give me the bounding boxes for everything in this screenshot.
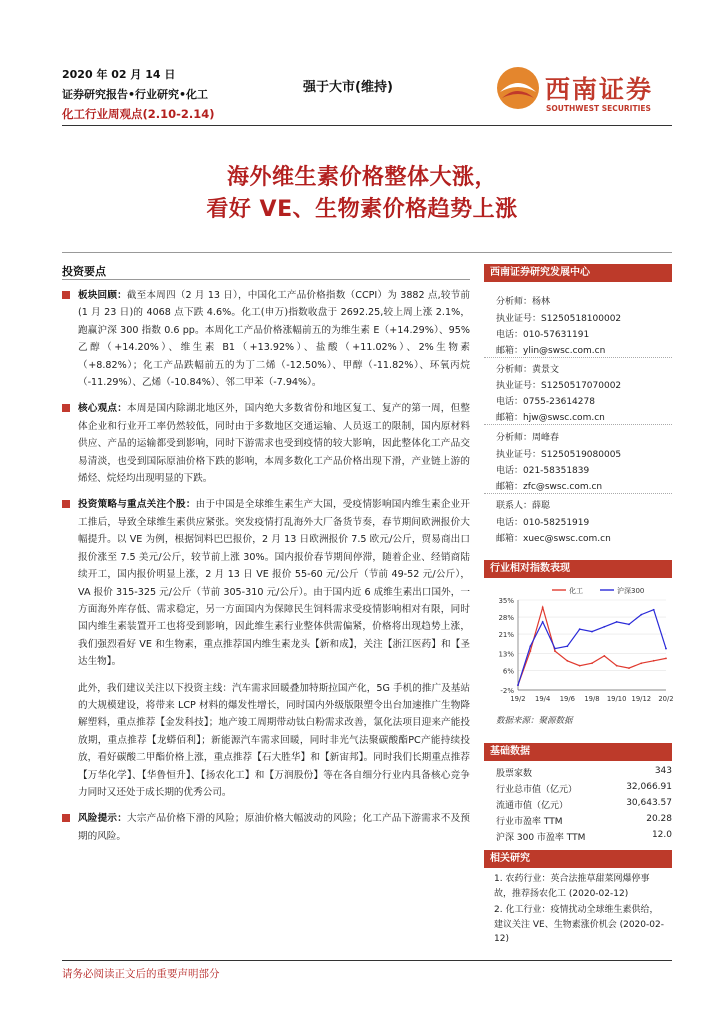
analyst-3-name: 分析师：周峰春	[496, 433, 560, 443]
related-item[interactable]	[494, 903, 666, 947]
paragraph-head: 风险提示：	[78, 813, 128, 825]
contact-email[interactable]: 邮箱：xuec@swsc.com.cn	[496, 534, 611, 544]
data-point	[579, 628, 581, 630]
metric-label: 行业总市值（亿元）	[496, 785, 578, 795]
paragraph-body: 截至本周四（2 月 13 日），中国化工产品价格指数（CCPI）为 3882 点,较节前(1 月 23 日)的 4068 点下跌 4.6%。化工(申万)指数收盘于 2692.25,较上周上涨 2.1%，跑赢沪深 300 指数 0.6 pp。本周化工产品价格涨幅前五的为维生素 E（+14.29%）、95%乙醇（+14.20%）、维生素 B1（+13.92%）、盐酸（+11.02%）、2%生物素（+8.82%）；化工产品跌幅前五的为丁二烯（-12.50%）、甲醇（-11.82%）、环氧丙烷（-11.29%）、乙烯（-10.84%）、邻二甲苯（-7.94%）。	[78, 290, 470, 389]
analyst-2-name: 分析师：黄景文	[496, 365, 560, 375]
series-line-csi300	[518, 610, 666, 685]
section-title: 投资要点	[62, 265, 106, 278]
paragraph-body: 大宗产品价格下滑的风险；原油价格大幅波动的风险；化工产品下游需求不及预期的风险。	[78, 813, 471, 842]
y-tick-label: 28%	[498, 614, 514, 623]
x-tick-label: 19/2	[510, 695, 526, 703]
legend-label: 化工	[569, 587, 583, 595]
data-point	[628, 623, 630, 625]
paragraph-head: 核心观点：	[78, 403, 128, 415]
main-content	[62, 287, 470, 845]
analyst-1-name: 分析师：杨林	[496, 297, 551, 307]
analyst-3-cert: 执业证号：S1250519080005	[496, 450, 622, 460]
contact-phone: 电话：010-58251919	[496, 518, 590, 528]
paragraph-core-view	[62, 400, 470, 487]
data-point	[591, 662, 593, 664]
contact-name: 联系人：薛聪	[496, 501, 551, 511]
data-point	[554, 648, 556, 650]
bullet-square-icon	[62, 500, 70, 508]
related-item-date: (2020-02-12)	[568, 888, 629, 899]
metric-value: 30,643.57	[626, 798, 672, 808]
paragraph-strategy	[62, 496, 470, 670]
data-point	[616, 621, 618, 623]
data-point	[665, 648, 667, 650]
paragraph-head: 投资策略与重点关注个股：	[78, 499, 196, 511]
data-point	[628, 667, 630, 669]
x-tick-label: 19/6	[559, 695, 575, 703]
bullet-square-icon	[62, 291, 70, 299]
x-tick-label: 19/4	[535, 695, 551, 703]
divider	[484, 357, 672, 358]
report-date: 2020 年 02 月 14 日	[62, 68, 176, 81]
title-line-2: 看好 VE、生物素价格趋势上涨	[206, 197, 518, 222]
analyst-3-email[interactable]: 邮箱：zfc@swsc.com.cn	[496, 482, 603, 492]
x-tick-label: 19/8	[584, 695, 600, 703]
paragraph-head: 板块回顾：	[78, 290, 127, 301]
related-item-text: 2. 化工行业：疫情扰动全球维生素供给，建议关注 VE、生物素涨价机会	[494, 905, 659, 930]
data-point	[640, 662, 642, 664]
data-point	[529, 645, 531, 647]
logo-english: SOUTHWEST SECURITIES	[546, 104, 651, 113]
y-tick-label: 21%	[498, 631, 514, 640]
research-center-header: 西南证券研究发展中心	[484, 264, 672, 282]
metric-value: 12.0	[651, 830, 672, 840]
y-tick-label: 35%	[498, 597, 514, 605]
chart-source: 数据来源：聚源数据	[496, 716, 573, 726]
metric-label: 流通市值（亿元）	[496, 801, 569, 811]
title-rule	[62, 252, 672, 253]
series-line-chemical	[518, 607, 666, 685]
y-tick-label: 6%	[502, 667, 514, 676]
company-logo-icon	[496, 66, 540, 110]
metric-value: 20.28	[646, 814, 672, 824]
paragraph-investment-lines	[62, 680, 470, 802]
metric-label: 沪深 300 市盈率 TTM	[496, 833, 586, 843]
report-type: 证券研究报告•行业研究•化工	[62, 88, 209, 101]
analyst-1-phone: 电话：010-57631191	[496, 330, 590, 340]
data-point	[566, 645, 568, 647]
related-item-text: 1. 农药行业：英合法推草甜菜网爆停事故，推荐扬农化工	[494, 874, 650, 899]
header-rule	[62, 125, 672, 126]
analyst-2-email[interactable]: 邮箱：hjw@swsc.com.cn	[496, 413, 605, 423]
divider	[484, 424, 672, 425]
x-tick-label: 19/12	[631, 695, 652, 703]
data-point	[640, 614, 642, 616]
data-point	[579, 665, 581, 667]
footer-rule	[62, 960, 672, 961]
related-item-date: (2020-02-12)	[494, 919, 664, 944]
data-point	[542, 606, 544, 608]
data-point	[616, 665, 618, 667]
paragraph-body: 由于中国是全球维生素生产大国，受疫情影响国内维生素企业开工推后，导致全球维生素供应紧张。突发疫情打乱海外大厂备货节奏，春节期间欧洲报价大幅提升。以 VE 为例，根据饲料巴巴报价，2 月 13 日欧洲报价 7.5 欧元/公斤，贸易商出口报价涨至 7.5 美元/公斤，较节前上涨 30%。国内报价春节期间停滞，随着企业、经销商陆续开工，国内报价明显上涨，2 月 13 日 VE 报价 55-60 元/公斤（节前 49-52 元/公斤），VA 报价 315-325 元/公斤（节前 305-310 元/公斤）。由于国内近 6 成维生素出口国外，一方面海外库存低、需求稳定，另一方面国内为保障民生饲料需求受疫情影响相对有限，同时国内维生素装置开工也将受到影响，因此维生素行业整体供需偏紧，价格将出现趋势上涨，我们强烈看好 VE 和生物素，重点推荐国内维生素龙头【新和成】，关注【浙江医药】和【圣达生物】。	[78, 499, 471, 668]
metric-label: 股票家数	[496, 769, 533, 779]
footer-disclaimer[interactable]: 请务必阅读正文后的重要声明部分	[62, 968, 220, 980]
related-item[interactable]	[494, 872, 666, 901]
data-point	[603, 655, 605, 657]
performance-chart	[484, 580, 672, 708]
data-point	[554, 650, 556, 652]
metric-value: 343	[654, 766, 672, 776]
paragraph-risk	[62, 810, 470, 845]
divider	[484, 493, 672, 494]
analyst-2-phone: 电话：0755-23614278	[496, 397, 595, 407]
data-point	[603, 626, 605, 628]
x-tick-label: 20/2	[658, 695, 674, 703]
data-point	[653, 660, 655, 662]
related-research-header: 相关研究	[484, 850, 672, 868]
analyst-3-phone: 电话：021-58351839	[496, 466, 590, 476]
basic-data-header: 基础数据	[484, 743, 672, 761]
paragraph-body: 此外，我们建议关注以下投资主线：汽车需求回暖叠加特斯拉国产化，5G 手机的推广及基站的大规模建设，将带来 LCP 材料的爆发性增长，同时国内外级版限塑令出台加速推广生物降解塑料，重点推荐【金发科技】；地产竣工周期带动钛白粉需求改善，氯化法项目迎来产能投放期，重点推荐【龙蟒佰利】；新能源汽车需求回暖，同时非光气法聚碳酸酯PC产能持续投放，看好碳酸二甲酯价格上涨，重点推荐【石大胜华】和【新宙邦】。同时我们长期重点推荐【万华化学】、【华鲁恒升】、【扬农化工】和【万润股份】等在各自细分行业内具备核心竞争力同时又还处于成长期的优秀公司。	[78, 682, 470, 798]
analyst-2-cert: 执业证号：S1250517070002	[496, 381, 622, 391]
legend-label: 沪深300	[617, 587, 645, 595]
paragraph-board-review	[62, 287, 470, 391]
section-rule	[62, 279, 470, 280]
bullet-square-icon	[62, 814, 70, 822]
analyst-1-email[interactable]: 邮箱：ylin@swsc.com.cn	[496, 346, 606, 356]
report-subtitle: 化工行业周观点(2.10-2.14)	[62, 107, 215, 121]
data-point	[653, 609, 655, 611]
data-point	[665, 657, 667, 659]
y-tick-label: -2%	[500, 687, 514, 695]
x-tick-label: 19/10	[606, 695, 627, 703]
data-point	[591, 631, 593, 633]
metric-value: 32,066.91	[626, 782, 672, 792]
paragraph-body: 本周是国内除湖北地区外，国内绝大多数省份和地区复工、复产的第一周，但整体企业和行业开工率仍然较低，同时由于多数地区交通运输、人员返工的限制，国内原材料供应、产品的运输都受到影响，同时下游需求也受到疫情的较大影响，因此整体化工产品交易清淡，也受到国际原油价格下跌的影响，本周多数化工产品价格出现下滑，产业链上游的烯烃、烷烃均出现明显的下跌。	[78, 403, 471, 485]
y-tick-label: 13%	[498, 650, 514, 659]
bullet-square-icon	[62, 404, 70, 412]
data-point	[566, 660, 568, 662]
data-point	[517, 684, 519, 686]
data-point	[529, 650, 531, 652]
data-point	[542, 621, 544, 623]
metric-label: 行业市盈率 TTM	[496, 817, 563, 827]
performance-header: 行业相对指数表现	[484, 560, 672, 578]
logo-text: 西南证券	[545, 75, 654, 104]
rating: 强于大市(维持)	[303, 80, 393, 95]
title-line-1: 海外维生素价格整体大涨，	[226, 165, 497, 190]
analyst-1-cert: 执业证号：S1250518100002	[496, 314, 622, 324]
